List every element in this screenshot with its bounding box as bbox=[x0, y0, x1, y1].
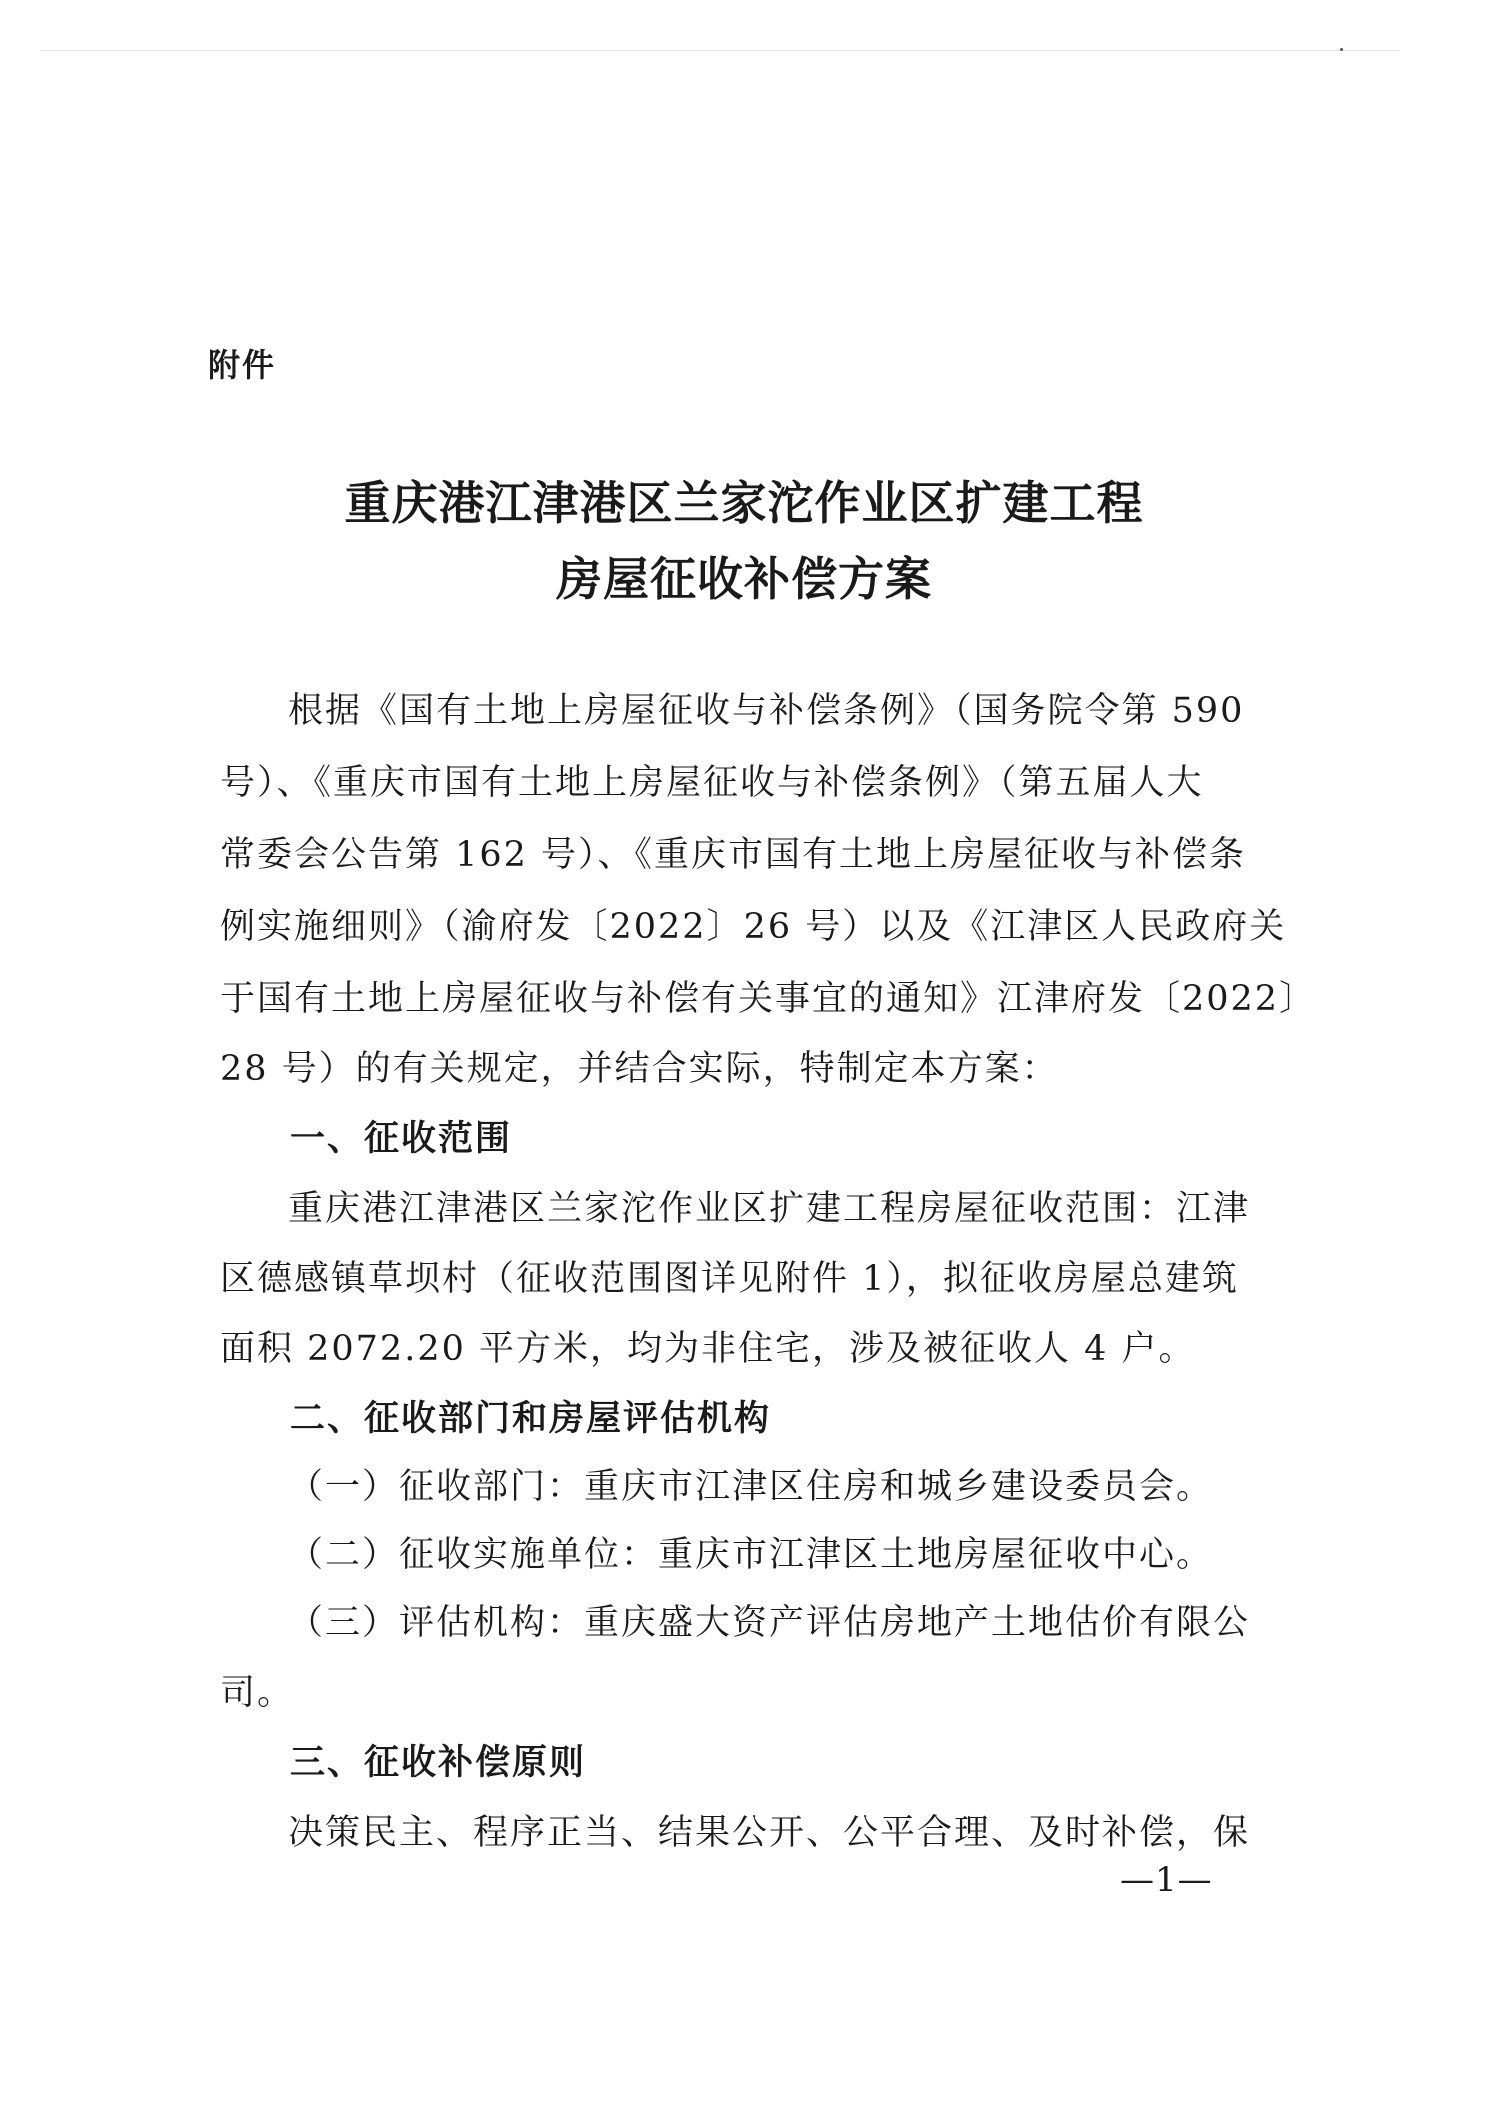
section-1-line-2: 区德感镇草坝村（征收范围图详见附件 1），拟征收房屋总建筑 bbox=[220, 1259, 1239, 1299]
section-1-line-1: 重庆港江津港区兰家沱作业区扩建工程房屋征收范围：江津 bbox=[288, 1189, 1251, 1229]
page-number: —1— bbox=[1120, 1860, 1213, 1900]
section-2-item-3-line-1: （三）评估机构：重庆盛大资产评估房地产土地估价有限公 bbox=[288, 1603, 1251, 1643]
document-title-line-2: 房屋征收补偿方案 bbox=[556, 552, 932, 606]
scan-edge-line bbox=[40, 50, 1400, 51]
section-2-item-1: （一）征收部门：重庆市江津区住房和城乡建设委员会。 bbox=[288, 1467, 1214, 1507]
attachment-label: 附件 bbox=[208, 346, 277, 384]
intro-line-1: 根据《国有土地上房屋征收与补偿条例》（国务院令第 590 bbox=[288, 691, 1245, 731]
intro-line-4: 例实施细则》（渝府发〔2022〕26 号）以及《江津区人民政府关 bbox=[220, 907, 1287, 947]
intro-line-2: 号）、《重庆市国有土地上房屋征收与补偿条例》（第五届人大 bbox=[220, 763, 1204, 803]
intro-line-3: 常委会公告第 162 号）、《重庆市国有土地上房屋征收与补偿条 bbox=[220, 835, 1247, 875]
section-3-line-1: 决策民主、程序正当、结果公开、公平合理、及时补偿，保 bbox=[288, 1813, 1251, 1853]
section-1-heading: 一、征收范围 bbox=[290, 1119, 513, 1159]
section-1-line-3: 面积 2072.20 平方米，均为非住宅，涉及被征收人 4 户。 bbox=[220, 1329, 1196, 1369]
intro-line-6: 28 号）的有关规定，并结合实际，特制定本方案： bbox=[220, 1049, 1059, 1089]
section-2-item-3-line-2: 司。 bbox=[220, 1673, 295, 1713]
section-3-heading: 三、征收补偿原则 bbox=[290, 1743, 587, 1783]
section-2-heading: 二、征收部门和房屋评估机构 bbox=[290, 1399, 772, 1439]
section-2-item-2: （二）征收实施单位：重庆市江津区土地房屋征收中心。 bbox=[288, 1535, 1214, 1575]
scan-speck bbox=[1340, 48, 1343, 51]
intro-line-5: 于国有土地上房屋征收与补偿有关事宜的通知》江津府发〔2022〕 bbox=[220, 979, 1317, 1019]
document-title-line-1: 重庆港江津港区兰家沱作业区扩建工程 bbox=[344, 476, 1144, 530]
